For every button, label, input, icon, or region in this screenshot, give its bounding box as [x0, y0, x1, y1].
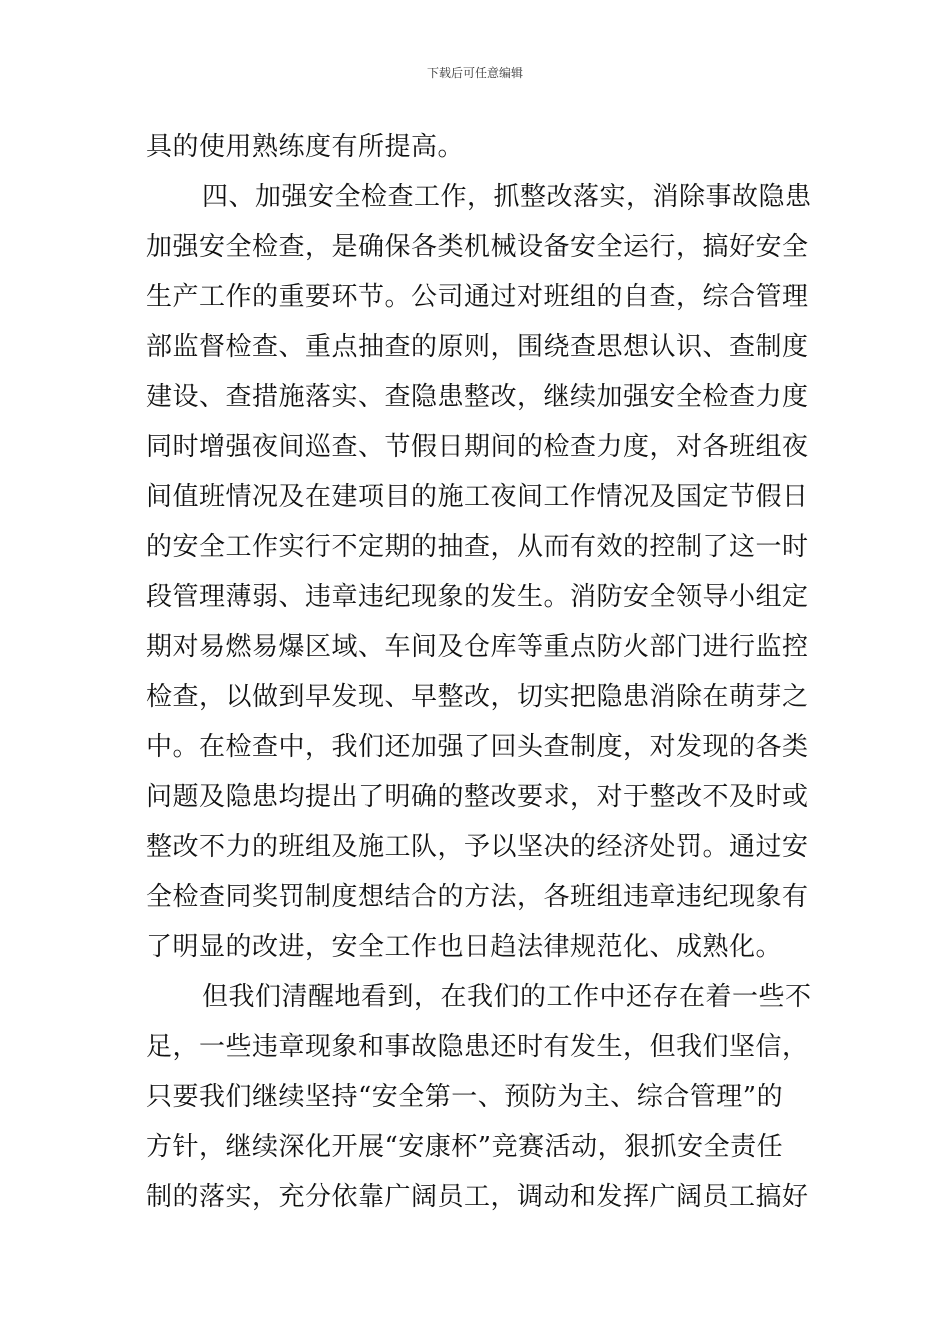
page-header: 下载后可任意编辑: [426, 66, 523, 80]
text-line: 但我们清醒地看到，在我们的工作中还存在着一些不: [202, 982, 812, 1012]
text-line: 生产工作的重要环节。公司通过对班组的自查，综合管理: [146, 282, 809, 312]
text-line: 四、加强安全检查工作，抓整改落实，消除事故隐患: [202, 182, 812, 212]
text-line: 中。在检查中，我们还加强了回头查制度，对发现的各类: [146, 732, 809, 762]
text-line: 间值班情况及在建项目的施工夜间工作情况及国定节假日: [146, 482, 809, 512]
text-line: 具的使用熟练度有所提高。: [146, 132, 465, 162]
text-line: 部监督检查、重点抽查的原则，围绕查思想认识、查制度: [146, 332, 809, 362]
text-line: 检查，以做到早发现、早整改，切实把隐患消除在萌芽之: [146, 682, 809, 712]
text-line: 加强安全检查，是确保各类机械设备安全运行，搞好安全: [146, 232, 809, 262]
text-line: 全检查同奖罚制度想结合的方法，各班组违章违纪现象有: [146, 882, 809, 912]
text-line: 了明显的改进，安全工作也日趋法律规范化、成熟化。: [146, 932, 783, 962]
document-body: [146, 122, 816, 1222]
text-line: 方针，继续深化开展“安康杯”竞赛活动，狠抓安全责任: [146, 1132, 784, 1162]
text-line: 期对易燃易爆区域、车间及仓库等重点防火部门进行监控: [146, 632, 809, 662]
text-line: 的安全工作实行不定期的抽查，从而有效的控制了这一时: [146, 532, 809, 562]
text-line: 足，一些违章现象和事故隐患还时有发生，但我们坚信，: [146, 1032, 809, 1062]
text-line: 问题及隐患均提出了明确的整改要求，对于整改不及时或: [146, 782, 809, 812]
text-line: 同时增强夜间巡查、节假日期间的检查力度，对各班组夜: [146, 432, 809, 462]
text-line: 整改不力的班组及施工队，予以坚决的经济处罚。通过安: [146, 832, 809, 862]
text-line: 只要我们继续坚持“安全第一、预防为主、综合管理”的: [146, 1082, 784, 1112]
text-line: 段管理薄弱、违章违纪现象的发生。消防安全领导小组定: [146, 582, 809, 612]
text-line: 制的落实，充分依靠广阔员工，调动和发挥广阔员工搞好: [146, 1182, 809, 1212]
text-line: 建设、查措施落实、查隐患整改，继续加强安全检查力度: [146, 382, 809, 412]
